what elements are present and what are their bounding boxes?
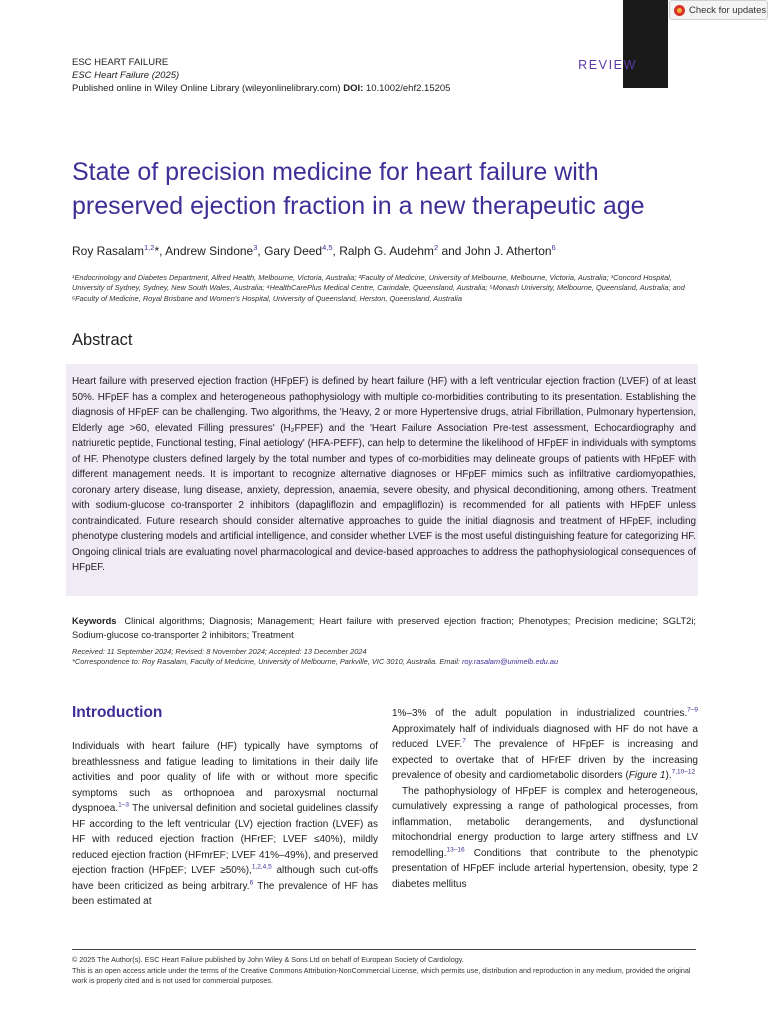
doi-value[interactable]: 10.1002/ehf2.15205	[363, 83, 451, 94]
citation-link[interactable]: 7	[462, 737, 466, 745]
doi-label: DOI:	[343, 83, 364, 94]
author-affiliation-marker: 4,5	[322, 243, 333, 252]
introduction-paragraph	[392, 784, 698, 893]
license-text: This is an open access article under the terms of the Creative Commons Attribution-NonCommercial License, which permits use, distribution and reproduction in any medium, provided the original work is properly cited and is not used for commercial purposes.	[72, 965, 691, 985]
keywords-label: Keywords	[72, 616, 117, 626]
check-for-updates-button[interactable]	[669, 0, 768, 20]
footer-divider	[72, 949, 696, 950]
published-line	[72, 83, 450, 94]
journal-year: ESC Heart Failure (2025)	[72, 70, 180, 81]
section-label: REVIEW	[578, 58, 637, 72]
author-separator: ,	[257, 244, 265, 258]
citation-link[interactable]: 7,10–12	[671, 768, 696, 776]
introduction-heading: Introduction	[72, 704, 163, 721]
published-prefix: Published online in Wiley Online Library (wileyonlinelibrary.com)	[72, 83, 344, 94]
body-text: The universal definition and societal guidelines classify HF according to the left ventricular (LV) ejection fraction (LVEF) as HF with reduced ejection fraction (HFrEF; LVEF ≤40%), mildly reduced ejection fraction (HFmrEF; LVEF 41%–49%), and preserved ejection fraction (HFpEF; LVEF ≥50%),	[72, 803, 378, 876]
author-name: Ralph G. Audehm	[339, 244, 434, 258]
check-for-updates-label: Check for updates	[689, 4, 767, 16]
figure-reference[interactable]: Figure 1	[628, 770, 666, 781]
affiliations: ¹Endocrinology and Diabetes Department, Alfred Health, Melbourne, Victoria, Australia; ²Faculty of Medicine, University of Melbourne, Melbourne, Victoria, Australia; ³Concord Hospital, University of Sydney, Sydney, New South Wales, Australia; ⁴HealthCarePlus Medical Centre, Carindale, Queensland, Australia; ⁵Monash University, Melbourne, Queensland, Australia; and ⁶Faculty of Medicine, Royal Brisbane and Women's Hospital, University of Queensland, Herston, Queensland, Australia	[72, 273, 685, 303]
body-text: Conditions that contribute to the phenotypic presentation of HFpEF include arterial hypertension, obesity, type 2 diabetes mellitus	[392, 847, 698, 890]
journal-tab-bar	[623, 0, 668, 88]
correspondence-email-link[interactable]: roy.rasalam@unimelb.edu.au	[461, 657, 559, 667]
body-text: Individuals with heart failure (HF) typically have symptoms of breathlessness and fatigue leading to limitations in their daily life activities and poor quality of life with or without more specific symptoms such as orthopnoea and paroxysmal nocturnal dyspnoea.	[72, 741, 378, 814]
received-dates: Received: 11 September 2024; Revised: 8 November 2024; Accepted: 13 December 2024	[72, 647, 367, 656]
author-affiliation-marker: 3	[253, 243, 258, 252]
abstract-text: Heart failure with preserved ejection fraction (HFpEF) is defined by heart failure (HF) with a left ventricular ejection fraction (LVEF) of at least 50%. HFpEF has a complex and heterogeneous pathophysiology with multiple co-morbidities contributing to its presentation. Establishing the diagnosis of HFpEF can be challenging. Two algorithms, the 'Heavy, 2 or more Hypertensive drugs, atrial Fibrillation, Pulmonary hypertension, Elderly age >60, elevated Filling pressures' (H₂FPEF) and the 'Heart Failure Association Pre-test assessment, Echocardiography and natriuretic peptide, Functional testing, Final aetiology' (HFA-PEFF), can help to determine the likelihood of HFpEF in individuals with symptoms of HF. Phenotype clusters defined largely by the total number and types of co-morbidities may delineate groups of patients with HFpEF with different management needs. It is important to recognize alternative diagnoses or HFpEF mimics such as infiltrative cardiomyopathies, coronary artery disease, lung disease, anxiety, depression, anaemia, severe obesity, and physical deconditioning, among others. Treatment with sodium-glucose co-transporter 2 inhibitors (dapagliflozin and empagliflozin) is recommended for all patients with HFpEF unless contraindicated. Future research should consider alternative approaches to guide the initial diagnosis and treatment of HFpEF, including phenotype clustering models and artificial intelligence, and consider whether LVEF is the most useful distinguishing feature for categorizing HF. Ongoing clinical trials are evaluating novel pharmacological and device-based approaches to address the pathophysiological consequences of HFpEF.	[72, 376, 696, 573]
author-name: Roy Rasalam	[72, 244, 145, 258]
citation-link[interactable]: 1,2,4,5	[251, 863, 272, 871]
author-affiliation-marker: 2	[433, 243, 439, 252]
author-separator: and	[438, 244, 465, 258]
journal-name: ESC HEART FAILURE	[72, 57, 169, 68]
author-list	[72, 243, 556, 258]
body-text: The prevalence of HF has been estimated at	[72, 880, 379, 907]
crossmark-icon	[674, 5, 685, 16]
introduction-left-column	[72, 739, 378, 910]
keywords-text: Clinical algorithms; Diagnosis; Management; Heart failure with preserved ejection fraction; Phenotypes; Precision medicine; SGLT2i; Sodium-glucose co-transporter 2 inhibitors; Treatment	[72, 616, 696, 640]
citation-link[interactable]: 13–16	[446, 846, 465, 854]
author-separator: ,	[332, 244, 340, 258]
body-text: The pathophysiology of HFpEF is complex and heterogeneous, cumulatively expressing a range of pathological processes, from inflammation, metabolic derangements, and dysfunctional mitochondrial energy production to large artery stiffness and LV remodelling.	[392, 785, 698, 859]
keywords	[72, 614, 696, 642]
citation-link[interactable]: 7–9	[687, 706, 698, 714]
introduction-right-column	[392, 706, 698, 892]
correspondence	[72, 657, 696, 667]
body-text: ).	[665, 770, 672, 781]
article-dates	[72, 647, 696, 668]
author-name: Andrew Sindone	[165, 244, 254, 258]
footer	[72, 955, 696, 987]
author-name: Gary Deed	[264, 244, 323, 258]
author-separator: *,	[154, 244, 166, 258]
copyright-line: © 2025 The Author(s). ESC Heart Failure published by John Wiley & Sons Ltd on behalf of European Society of Cardiology.	[72, 955, 464, 964]
introduction-paragraph	[392, 706, 698, 784]
abstract-heading: Abstract	[72, 331, 133, 349]
body-text: although such cut-offs have been criticized as being arbitrary.	[72, 865, 378, 892]
body-text: Approximately half of individuals diagnosed with HF do not have a reduced LVEF.	[392, 723, 698, 750]
author-affiliation-marker: 6	[551, 243, 556, 252]
citation-link[interactable]: 6	[249, 879, 254, 887]
body-text: 1%–3% of the adult population in industrialized countries.	[392, 708, 688, 719]
body-text: The prevalence of HFpEF is increasing and expected to overtake that of HFrEF driven by the increasing prevalence of obesity and cardiometabolic disorders (	[392, 739, 698, 781]
article-title: State of precision medicine for heart failure with preserved ejection fraction in a new therapeutic age	[72, 158, 645, 220]
correspondence-text: *Correspondence to: Roy Rasalam, Faculty of Medicine, University of Melbourne, Parkville, VIC 3010, Australia. Email:	[72, 657, 462, 667]
author-name: John J. Atherton	[464, 244, 552, 258]
citation-link[interactable]: 1–3	[118, 801, 130, 809]
author-affiliation-marker: 1,2	[144, 243, 155, 252]
